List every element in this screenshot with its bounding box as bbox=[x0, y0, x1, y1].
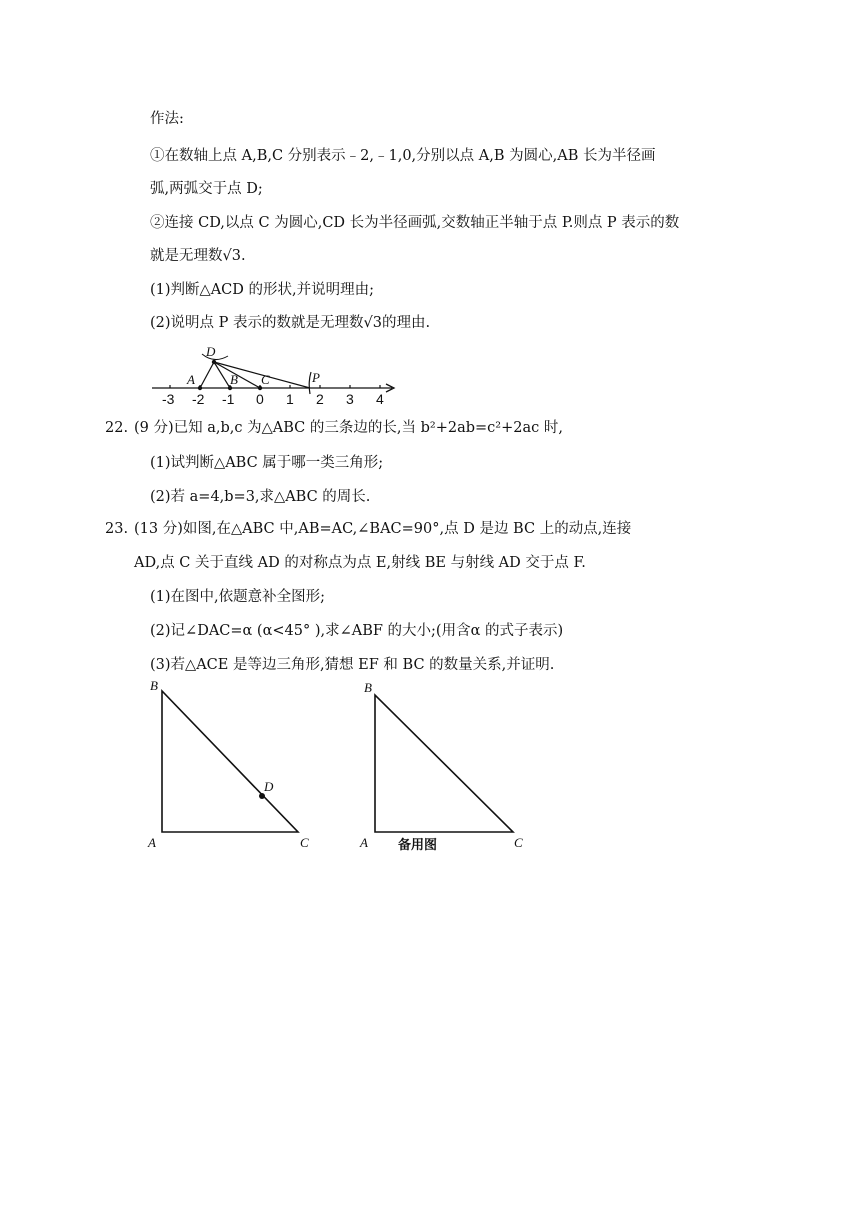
tick-label-neg3: -3 bbox=[162, 391, 175, 407]
arc-at-p bbox=[309, 372, 311, 394]
number-line-figure bbox=[150, 340, 400, 410]
spare-figure-caption: 备用图 bbox=[398, 838, 438, 853]
triangle-figure-main bbox=[140, 675, 320, 855]
tick-label-0: 0 bbox=[256, 391, 264, 407]
tick-label-4: 4 bbox=[376, 391, 384, 407]
problem-22-stem: (9 分)已知 a,b,c 为△ABC 的三条边的长,当 b²+2ab=c²+2ac 时, bbox=[134, 420, 563, 436]
tick-label-neg2: -2 bbox=[192, 391, 205, 407]
label-c: C bbox=[514, 835, 523, 850]
label-p: P bbox=[312, 370, 320, 385]
label-d: D bbox=[206, 344, 216, 359]
label-b: B bbox=[364, 680, 372, 695]
problem-22-question1: (1)试判断△ABC 属于哪一类三角形; bbox=[150, 455, 384, 471]
label-a: A bbox=[187, 372, 195, 387]
method-step2-line2: 就是无理数√3. bbox=[150, 248, 246, 264]
triangle-figure-spare bbox=[355, 675, 535, 860]
method-question2: (2)说明点 P 表示的数就是无理数√3的理由. bbox=[150, 315, 431, 331]
tick-label-neg1: -1 bbox=[222, 391, 235, 407]
tick-label-1: 1 bbox=[286, 391, 294, 407]
label-a: A bbox=[148, 835, 156, 850]
problem-23-question2: (2)记∠DAC=α (α<45° ),求∠ABF 的大小;(用含α 的式子表示) bbox=[150, 623, 564, 639]
problem-23-stem-line1: (13 分)如图,在△ABC 中,AB=AC,∠BAC=90°,点 D 是边 BC 上的动点,连接 bbox=[134, 521, 632, 537]
triangle-abc-spare bbox=[375, 695, 513, 832]
problem-23-question3: (3)若△ACE 是等边三角形,猜想 EF 和 BC 的数量关系,并证明. bbox=[150, 657, 555, 673]
problem-22-question2: (2)若 a=4,b=3,求△ABC 的周长. bbox=[150, 489, 371, 505]
problem-22-number: 22. bbox=[105, 420, 129, 436]
method-step1-line2: 弧,两弧交于点 D; bbox=[150, 181, 263, 197]
method-question1: (1)判断△ACD 的形状,并说明理由; bbox=[150, 282, 374, 298]
method-heading: 作法: bbox=[150, 111, 184, 127]
method-step1-line1: ①在数轴上点 A,B,C 分别表示﹣2,﹣1,0,分别以点 A,B 为圆心,AB 长为半径画 bbox=[150, 148, 656, 164]
point-d bbox=[212, 360, 216, 364]
tick-label-3: 3 bbox=[346, 391, 354, 407]
triangle-abc bbox=[162, 691, 298, 832]
label-c: C bbox=[261, 372, 270, 387]
problem-23-stem-line2: AD,点 C 关于直线 AD 的对称点为点 E,射线 BE 与射线 AD 交于点 F. bbox=[134, 555, 586, 571]
tick-label-2: 2 bbox=[316, 391, 324, 407]
problem-23-question1: (1)在图中,依题意补全图形; bbox=[150, 589, 326, 605]
problem-23-number: 23. bbox=[105, 521, 129, 537]
label-c: C bbox=[300, 835, 309, 850]
label-d: D bbox=[264, 779, 274, 794]
label-b: B bbox=[150, 678, 158, 693]
segment-ad bbox=[200, 362, 214, 388]
point-a bbox=[198, 386, 202, 390]
label-a: A bbox=[360, 835, 368, 850]
label-b: B bbox=[230, 372, 238, 387]
method-step2-line1: ②连接 CD,以点 C 为圆心,CD 长为半径画弧,交数轴正半轴于点 P.则点 P 表示的数 bbox=[150, 215, 680, 231]
